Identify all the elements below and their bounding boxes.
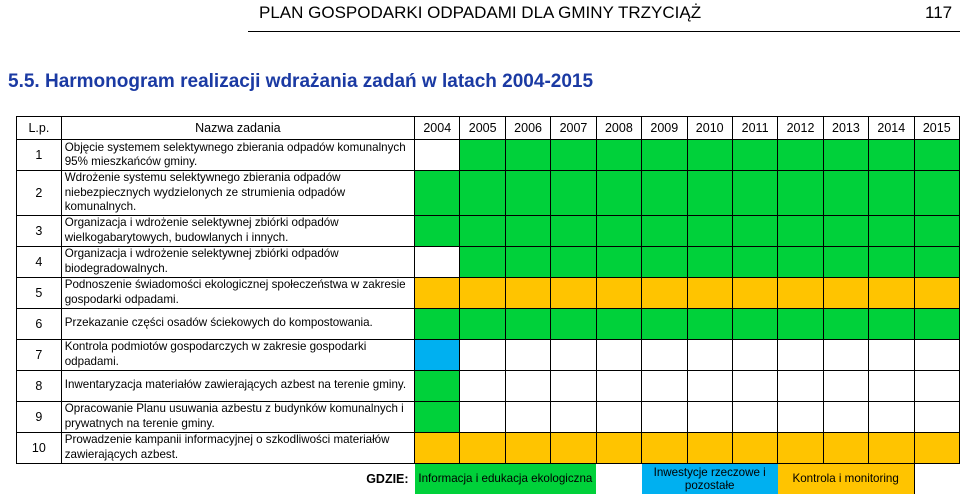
row-number: 10 bbox=[17, 432, 62, 463]
row-number: 3 bbox=[17, 215, 62, 246]
schedule-cell bbox=[732, 215, 777, 246]
schedule-cell bbox=[551, 215, 596, 246]
row-number: 6 bbox=[17, 308, 62, 339]
schedule-cell bbox=[869, 432, 914, 463]
legend-yellow: Kontrola i monitoring bbox=[778, 463, 914, 494]
table-row bbox=[17, 171, 960, 216]
schedule-cell bbox=[642, 370, 687, 401]
schedule-cell bbox=[869, 215, 914, 246]
schedule-cell bbox=[415, 432, 460, 463]
schedule-cell bbox=[596, 339, 641, 370]
table-header-row bbox=[17, 117, 960, 140]
schedule-cell bbox=[823, 432, 868, 463]
schedule-cell bbox=[732, 308, 777, 339]
schedule-cell bbox=[914, 171, 959, 216]
schedule-cell bbox=[914, 140, 959, 171]
schedule-cell bbox=[823, 277, 868, 308]
schedule-cell bbox=[778, 277, 823, 308]
schedule-cell bbox=[505, 432, 550, 463]
column-header-year: 2015 bbox=[914, 117, 959, 140]
schedule-cell bbox=[778, 140, 823, 171]
row-number: 7 bbox=[17, 339, 62, 370]
schedule-cell bbox=[823, 308, 868, 339]
schedule-cell bbox=[687, 277, 732, 308]
schedule-cell bbox=[460, 277, 505, 308]
schedule-cell bbox=[505, 140, 550, 171]
table-row bbox=[17, 215, 960, 246]
schedule-cell bbox=[914, 432, 959, 463]
section-title: 5.5. Harmonogram realizacji wdrażania zadań w latach 2004-2015 bbox=[8, 71, 594, 92]
schedule-cell bbox=[642, 401, 687, 432]
schedule-cell bbox=[415, 171, 460, 216]
column-header-lp: L.p. bbox=[17, 117, 62, 140]
header-rule bbox=[248, 31, 960, 32]
schedule-cell bbox=[914, 370, 959, 401]
schedule-cell bbox=[869, 246, 914, 277]
schedule-cell bbox=[505, 171, 550, 216]
table-row bbox=[17, 246, 960, 277]
schedule-cell bbox=[732, 171, 777, 216]
schedule-cell bbox=[551, 370, 596, 401]
schedule-cell bbox=[415, 339, 460, 370]
schedule-cell bbox=[642, 432, 687, 463]
schedule-cell bbox=[778, 308, 823, 339]
schedule-cell bbox=[415, 246, 460, 277]
schedule-cell bbox=[778, 215, 823, 246]
schedule-cell bbox=[596, 246, 641, 277]
schedule-cell bbox=[505, 339, 550, 370]
column-header-year: 2009 bbox=[642, 117, 687, 140]
schedule-cell bbox=[596, 215, 641, 246]
legend-spacer bbox=[914, 463, 959, 494]
table-row bbox=[17, 370, 960, 401]
schedule-cell bbox=[460, 339, 505, 370]
task-name: Kontrola podmiotów gospodarczych w zakresie gospodarki odpadami. bbox=[61, 339, 414, 370]
schedule-cell bbox=[823, 215, 868, 246]
schedule-cell bbox=[551, 432, 596, 463]
schedule-cell bbox=[596, 370, 641, 401]
schedule-cell bbox=[687, 432, 732, 463]
schedule-cell bbox=[732, 140, 777, 171]
schedule-cell bbox=[596, 171, 641, 216]
column-header-year: 2008 bbox=[596, 117, 641, 140]
table-body bbox=[17, 140, 960, 464]
schedule-cell bbox=[687, 370, 732, 401]
schedule-cell bbox=[732, 401, 777, 432]
schedule-cell bbox=[596, 277, 641, 308]
schedule-cell bbox=[596, 432, 641, 463]
schedule-cell bbox=[869, 401, 914, 432]
schedule-cell bbox=[551, 140, 596, 171]
column-header-year: 2011 bbox=[732, 117, 777, 140]
schedule-cell bbox=[869, 140, 914, 171]
column-header-year: 2006 bbox=[505, 117, 550, 140]
schedule-cell bbox=[914, 277, 959, 308]
task-name: Organizacja i wdrożenie selektywnej zbiórki odpadów biodegradowalnych. bbox=[61, 246, 414, 277]
task-name: Prowadzenie kampanii informacyjnej o szkodliwości materiałów zawierających azbest. bbox=[61, 432, 414, 463]
schedule-cell bbox=[596, 308, 641, 339]
schedule-cell bbox=[642, 171, 687, 216]
schedule-cell bbox=[869, 339, 914, 370]
schedule-cell bbox=[914, 308, 959, 339]
row-number: 2 bbox=[17, 171, 62, 216]
schedule-cell bbox=[778, 171, 823, 216]
schedule-cell bbox=[642, 308, 687, 339]
schedule-cell bbox=[914, 246, 959, 277]
schedule-cell bbox=[642, 277, 687, 308]
schedule-cell bbox=[823, 140, 868, 171]
schedule-cell bbox=[642, 215, 687, 246]
schedule-cell bbox=[460, 140, 505, 171]
schedule-cell bbox=[778, 432, 823, 463]
legend-blue: Inwestycje rzeczowe i pozostałe bbox=[642, 463, 778, 494]
column-header-year: 2005 bbox=[460, 117, 505, 140]
schedule-cell bbox=[415, 401, 460, 432]
schedule-cell bbox=[823, 171, 868, 216]
task-name: Objęcie systemem selektywnego zbierania odpadów komunalnych 95% mieszkańców gminy. bbox=[61, 140, 414, 171]
schedule-cell bbox=[823, 370, 868, 401]
schedule-cell bbox=[687, 401, 732, 432]
schedule-cell bbox=[778, 401, 823, 432]
task-name: Inwentaryzacja materiałów zawierających azbest na terenie gminy. bbox=[61, 370, 414, 401]
schedule-cell bbox=[460, 215, 505, 246]
schedule-cell bbox=[732, 246, 777, 277]
task-name: Wdrożenie systemu selektywnego zbierania odpadów niebezpiecznych wydzielonych ze strumienia odpadów komunalnych. bbox=[61, 171, 414, 216]
task-name: Podnoszenie świadomości ekologicznej społeczeństwa w zakresie gospodarki odpadami. bbox=[61, 277, 414, 308]
table-row bbox=[17, 277, 960, 308]
legend-row bbox=[17, 463, 960, 494]
schedule-cell bbox=[914, 339, 959, 370]
schedule-cell bbox=[687, 308, 732, 339]
schedule-cell bbox=[778, 370, 823, 401]
schedule-cell bbox=[687, 215, 732, 246]
row-number: 1 bbox=[17, 140, 62, 171]
schedule-cell bbox=[687, 339, 732, 370]
schedule-cell bbox=[460, 370, 505, 401]
table-row bbox=[17, 308, 960, 339]
task-name: Organizacja i wdrożenie selektywnej zbiórki odpadów wielkogabarytowych, budowlanych i innych. bbox=[61, 215, 414, 246]
schedule-cell bbox=[823, 401, 868, 432]
table-row bbox=[17, 401, 960, 432]
schedule-cell bbox=[687, 246, 732, 277]
row-number: 4 bbox=[17, 246, 62, 277]
header-title: PLAN GOSPODARKI ODPADAMI DLA GMINY TRZYCIĄŻ bbox=[259, 3, 702, 22]
schedule-cell bbox=[460, 432, 505, 463]
row-number: 8 bbox=[17, 370, 62, 401]
schedule-cell bbox=[732, 432, 777, 463]
table-row bbox=[17, 140, 960, 171]
legend-spacer bbox=[596, 463, 641, 494]
schedule-cell bbox=[869, 370, 914, 401]
schedule-cell bbox=[460, 401, 505, 432]
schedule-cell bbox=[551, 401, 596, 432]
schedule-cell bbox=[687, 171, 732, 216]
schedule-cell bbox=[687, 140, 732, 171]
schedule-cell bbox=[415, 215, 460, 246]
schedule-cell bbox=[642, 140, 687, 171]
schedule-cell bbox=[642, 339, 687, 370]
legend-green: Informacja i edukacja ekologiczna bbox=[415, 463, 597, 494]
schedule-cell bbox=[460, 308, 505, 339]
schedule-cell bbox=[823, 246, 868, 277]
column-header-year: 2013 bbox=[823, 117, 868, 140]
row-number: 9 bbox=[17, 401, 62, 432]
column-header-task: Nazwa zadania bbox=[61, 117, 414, 140]
schedule-cell bbox=[869, 171, 914, 216]
schedule-cell bbox=[551, 246, 596, 277]
row-number: 5 bbox=[17, 277, 62, 308]
schedule-cell bbox=[460, 171, 505, 216]
legend-label: GDZIE: bbox=[366, 471, 409, 486]
schedule-cell bbox=[732, 339, 777, 370]
schedule-cell bbox=[732, 370, 777, 401]
schedule-cell bbox=[415, 277, 460, 308]
column-header-year: 2007 bbox=[551, 117, 596, 140]
schedule-cell bbox=[551, 277, 596, 308]
table-row bbox=[17, 339, 960, 370]
schedule-cell bbox=[869, 277, 914, 308]
schedule-cell bbox=[914, 401, 959, 432]
schedule-cell bbox=[505, 370, 550, 401]
schedule-cell bbox=[415, 140, 460, 171]
schedule-cell bbox=[505, 277, 550, 308]
schedule-cell bbox=[415, 370, 460, 401]
column-header-year: 2004 bbox=[415, 117, 460, 140]
schedule-cell bbox=[505, 215, 550, 246]
schedule-cell bbox=[642, 246, 687, 277]
page-number: 117 bbox=[925, 3, 953, 22]
task-name: Opracowanie Planu usuwania azbestu z budynków komunalnych i prywatnych na terenie gminy. bbox=[61, 401, 414, 432]
schedule-cell bbox=[596, 401, 641, 432]
column-header-year: 2014 bbox=[869, 117, 914, 140]
schedule-cell bbox=[551, 171, 596, 216]
schedule-table bbox=[16, 116, 960, 494]
schedule-cell bbox=[596, 140, 641, 171]
schedule-cell bbox=[505, 401, 550, 432]
column-header-year: 2012 bbox=[778, 117, 823, 140]
schedule-cell bbox=[551, 339, 596, 370]
schedule-cell bbox=[460, 246, 505, 277]
schedule-cell bbox=[869, 308, 914, 339]
schedule-cell bbox=[732, 277, 777, 308]
schedule-cell bbox=[505, 308, 550, 339]
schedule-cell bbox=[505, 246, 550, 277]
table-row bbox=[17, 432, 960, 463]
task-name: Przekazanie części osadów ściekowych do kompostowania. bbox=[61, 308, 414, 339]
schedule-cell bbox=[778, 246, 823, 277]
schedule-cell bbox=[914, 215, 959, 246]
schedule-cell bbox=[415, 308, 460, 339]
schedule-cell bbox=[778, 339, 823, 370]
column-header-year: 2010 bbox=[687, 117, 732, 140]
schedule-cell bbox=[823, 339, 868, 370]
schedule-cell bbox=[551, 308, 596, 339]
